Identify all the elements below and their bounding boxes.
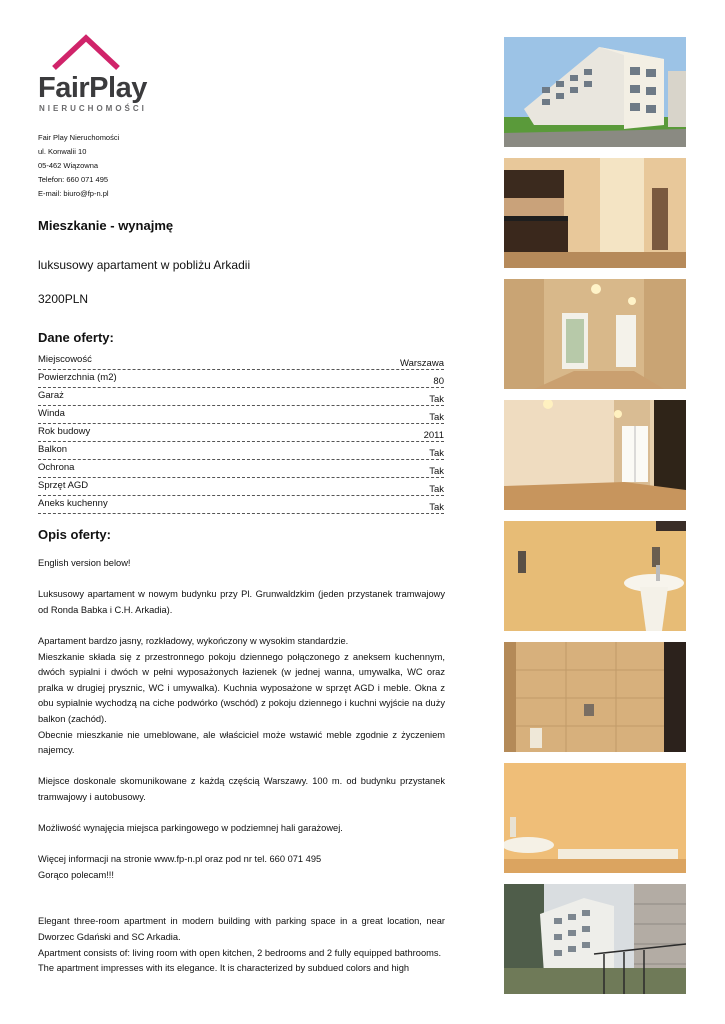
offer-type: Mieszkanie - wynajmę bbox=[38, 218, 174, 233]
detail-value: Tak bbox=[429, 484, 444, 495]
desc-paragraph: Apartment consists of: living room with open kitchen, 2 bedrooms and 2 fully equipped bathrooms. bbox=[38, 947, 442, 958]
photo-bathroom-washbasin bbox=[504, 763, 686, 873]
detail-label: Sprzęt AGD bbox=[38, 480, 89, 491]
offer-title: luksusowy apartament w pobliżu Arkadii bbox=[38, 258, 251, 272]
detail-row bbox=[38, 442, 444, 460]
detail-row bbox=[38, 388, 444, 406]
detail-value: Tak bbox=[429, 448, 444, 459]
desc-paragraph: Mieszkanie składa się z przestronnego pokoju dziennego połączonego z aneksem kuchennym, dwóch sypialni i dwóch w pełni wyposażonych łazienek (w jednej wanna, umywalka, WC oraz pralka w drugiej prysznic, WC i umywalka). Kuchnia wyposażone w sprzęt AGD i meble. Okna z obu sypialnie wychodzą na ciche podwórko (wschód) z pokoju dziennego i kuchni wyjście na duży balkon (zachód). bbox=[38, 651, 445, 724]
desc-paragraph: Możliwość wynajęcia miejsca parkingowego w podziemnej hali garażowej. bbox=[38, 823, 343, 834]
detail-label: Ochrona bbox=[38, 462, 75, 473]
photo-building-exterior bbox=[504, 37, 686, 147]
detail-label: Miejscowość bbox=[38, 354, 92, 365]
logo-subtitle: NIERUCHOMOŚCI bbox=[39, 104, 147, 113]
contact-block bbox=[38, 131, 119, 201]
desc-paragraph: Miejsce doskonale skomunikowane z każdą częścią Warszawy. 100 m. od budynku przystanek tramwajowy i autobusowy. bbox=[38, 776, 445, 802]
desc-paragraph: Więcej informacji na stronie www.fp-n.pl oraz pod nr tel. 660 071 495 bbox=[38, 854, 322, 865]
photo-balcony-view bbox=[504, 884, 686, 994]
detail-value: Warszawa bbox=[400, 358, 444, 369]
photo-kitchen bbox=[504, 158, 686, 268]
detail-value: 2011 bbox=[423, 430, 444, 441]
details-table bbox=[38, 352, 444, 514]
company-city: 05-462 Wiązowna bbox=[38, 161, 99, 170]
desc-paragraph: English version below! bbox=[38, 558, 131, 568]
company-email: E-mail: biuro@fp-n.pl bbox=[38, 189, 109, 198]
detail-label: Aneks kuchenny bbox=[38, 498, 108, 509]
details-heading: Dane oferty: bbox=[38, 330, 114, 345]
desc-paragraph: Luksusowy apartament w nowym budynku przy Pl. Grunwaldzkim (jeden przystanek tramwajowy od Ronda Babka i C.H. Arkadia). bbox=[38, 589, 445, 615]
photo-bathroom-sink bbox=[504, 521, 686, 631]
desc-paragraph: Apartament bardzo jasny, rozkładowy, wykończony w wysokim standardzie. bbox=[38, 635, 349, 646]
detail-label: Powierzchnia (m2) bbox=[38, 372, 117, 383]
company-street: ul. Konwalii 10 bbox=[38, 147, 87, 156]
detail-label: Balkon bbox=[38, 444, 68, 455]
detail-value: Tak bbox=[429, 394, 444, 405]
offer-price: 3200PLN bbox=[38, 292, 89, 306]
detail-row bbox=[38, 460, 444, 478]
company-phone: Telefon: 660 071 495 bbox=[38, 175, 109, 184]
detail-value: Tak bbox=[429, 502, 444, 513]
detail-value: Tak bbox=[429, 466, 444, 477]
offer-description bbox=[38, 556, 445, 977]
photo-hallway bbox=[504, 279, 686, 389]
desc-paragraph: Gorąco polecam!!! bbox=[38, 869, 114, 880]
detail-row bbox=[38, 370, 444, 388]
photo-living-room bbox=[504, 400, 686, 510]
detail-row bbox=[38, 424, 444, 442]
description-heading: Opis oferty: bbox=[38, 527, 111, 542]
logo-name: FairPlay bbox=[38, 72, 147, 104]
detail-row bbox=[38, 496, 444, 514]
photo-bathroom-tiles bbox=[504, 642, 686, 752]
detail-row bbox=[38, 352, 444, 370]
detail-value: 80 bbox=[433, 376, 444, 387]
detail-row bbox=[38, 478, 444, 496]
detail-row bbox=[38, 406, 444, 424]
desc-paragraph: Elegant three-room apartment in modern building with parking space in a great location, near Dworzec Gdański and SC Arkadia. bbox=[38, 916, 445, 943]
desc-paragraph: The apartment impresses with its elegance. It is characterized by subdued colors and high bbox=[38, 963, 410, 974]
fairplay-logo bbox=[36, 34, 146, 114]
detail-label: Garaż bbox=[38, 390, 64, 401]
detail-label: Winda bbox=[38, 408, 65, 419]
desc-paragraph: Obecnie mieszkanie nie umeblowane, ale właściciel może wstawić meble zgodnie z życzeniem najemcy. bbox=[38, 729, 445, 756]
roof-icon bbox=[36, 34, 146, 74]
detail-label: Rok budowy bbox=[38, 426, 91, 437]
detail-value: Tak bbox=[429, 412, 444, 423]
company-name: Fair Play Nieruchomości bbox=[38, 133, 120, 142]
